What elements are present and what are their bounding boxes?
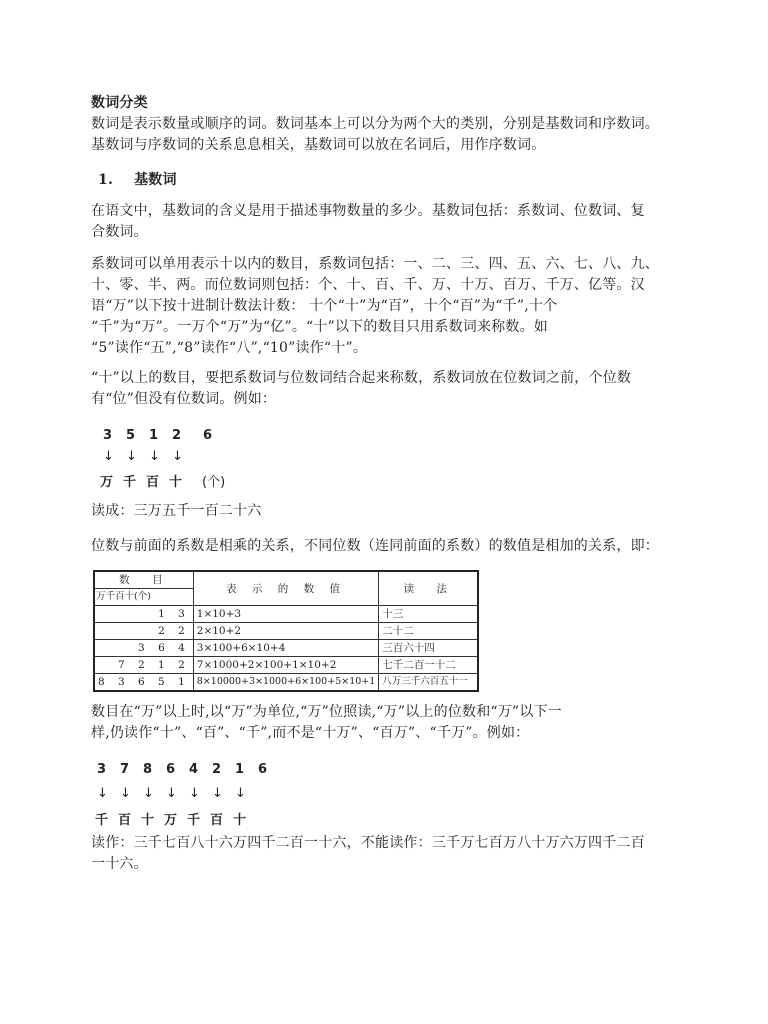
example2-digit: 2 (212, 762, 222, 777)
place-value-table (93, 570, 479, 692)
table-row (94, 640, 478, 657)
above-ten-line: “十”以上的数目，要把系数词与位数词结合起来称数，系数词放在位数词之前，个位数 (91, 370, 632, 386)
example1-digit: 2 (172, 428, 182, 443)
down-arrow-icon: ↓ (120, 786, 131, 801)
row-digits: 2 2 (94, 623, 193, 640)
row-digits: 3 6 4 (94, 640, 193, 657)
row-digits: 1 3 (94, 606, 193, 623)
coefficient-line: 语“万”以下按十进制计数法计数： 十个“十”为“百”，十个“百”为“千”,十个 (91, 298, 558, 314)
example2-digit: 4 (189, 762, 199, 777)
down-arrow-icon: ↓ (212, 786, 223, 801)
row-value: 1×10+3 (193, 606, 379, 623)
example1-unit: 百 (146, 475, 160, 490)
section-number: 1. (98, 172, 114, 188)
example1-digit: 3 (103, 428, 113, 443)
example1-unit: (个) (202, 475, 226, 490)
row-reading: 二十二 (379, 623, 479, 640)
example2-unit: 万 (164, 813, 178, 828)
row-reading: 三百六十四 (379, 640, 479, 657)
row-value: 2×10+2 (193, 623, 379, 640)
definition-line: 合数词。 (91, 224, 148, 240)
relation-paragraph: 位数与前面的系数是相乘的关系，不同位数（连同前面的系数）的数值是相加的关系，即： (91, 538, 659, 554)
example2-unit: 十 (141, 813, 155, 828)
example2-digit: 1 (235, 762, 245, 777)
above-ten-paragraph (91, 368, 691, 410)
definition-paragraph (91, 201, 691, 243)
example1-unit: 千 (123, 475, 137, 490)
example2-digit: 8 (143, 762, 153, 777)
row-reading: 七千二百一十二 (379, 657, 479, 674)
example2-unit: 千 (187, 813, 201, 828)
header-value: 表 示 的 数 值 (193, 571, 379, 606)
example2-digit: 6 (166, 762, 176, 777)
row-value: 3×100+6×10+4 (193, 640, 379, 657)
down-arrow-icon: ↓ (189, 786, 200, 801)
example1-digit: 6 (203, 428, 213, 443)
down-arrow-icon: ↓ (103, 449, 114, 464)
coefficient-line: “5”读作“五”,“8”读作“八”,“10”读作“十”。 (91, 340, 368, 356)
reading2-line: 读作：三千七百八十六万四千二百一十六，不能读作：三千万七百万八十万六万四千二百 (91, 835, 645, 851)
reading2-line: 一十六。 (91, 856, 148, 872)
reading1: 读成：三万五千一百二十六 (91, 503, 262, 519)
header-digits-bottom: 万千百十(个) (94, 589, 193, 606)
coefficient-line: “千”为“万”。一万个“万”为“亿”。“十”以下的数目只用系数词来称数。如 (91, 319, 548, 335)
intro-line: 基数词与序数词的关系息息相关，基数词可以放在名词后，用作序数词。 (91, 137, 546, 153)
page-title: 数词分类 (91, 95, 148, 111)
down-arrow-icon: ↓ (143, 786, 154, 801)
intro-line: 数词是表示数量或顺序的词。数词基本上可以分为两个大的类别，分别是基数词和序数词。 (91, 116, 659, 132)
row-digits: 8 3 6 5 1 (94, 674, 193, 692)
table-row (94, 606, 478, 623)
above-ten-line: 有“位”但没有位数词。例如： (91, 391, 277, 407)
down-arrow-icon: ↓ (97, 786, 108, 801)
header-digits-top: 数 目 (94, 571, 193, 589)
section-title: 基数词 (134, 172, 177, 188)
down-arrow-icon: ↓ (126, 449, 137, 464)
example1-unit: 万 (100, 475, 114, 490)
example2-unit: 百 (118, 813, 132, 828)
example2-unit: 百 (210, 813, 224, 828)
reading2 (91, 833, 691, 875)
example2-unit: 千 (95, 813, 109, 828)
example2-digit: 3 (97, 762, 107, 777)
header-reading: 读 法 (379, 571, 479, 606)
down-arrow-icon: ↓ (166, 786, 177, 801)
example1-unit: 十 (169, 475, 183, 490)
example1-digit: 1 (149, 428, 159, 443)
example2-digit: 7 (120, 762, 130, 777)
table-row (94, 674, 478, 692)
example1-digit: 5 (126, 428, 136, 443)
row-value: 7×1000+2×100+1×10+2 (193, 657, 379, 674)
table-row (94, 623, 478, 640)
row-reading: 十三 (379, 606, 479, 623)
down-arrow-icon: ↓ (149, 449, 160, 464)
row-value: 8×10000+3×1000+6×100+5×10+1 (193, 674, 379, 692)
wan-paragraph (91, 702, 691, 744)
section-heading (98, 170, 698, 191)
intro-paragraph (91, 114, 691, 156)
table-header-row (94, 571, 478, 589)
coefficient-line: 十、零、半、两。而位数词则包括：个、十、百、千、万、十万、百万、千万、亿等。汉 (91, 277, 645, 293)
row-reading: 八万三千六百五十一 (379, 674, 479, 692)
coefficient-line: 系数词可以单用表示十以内的数目，系数词包括：一、二、三、四、五、六、七、八、九、 (91, 256, 659, 272)
down-arrow-icon: ↓ (235, 786, 246, 801)
example2-unit: 十 (233, 813, 247, 828)
table-row (94, 657, 478, 674)
example2-digit: 6 (258, 762, 268, 777)
down-arrow-icon: ↓ (172, 449, 183, 464)
wan-line: 数目在“万”以上时,以“万”为单位,“万”位照读,“万”以上的位数和“万”以下一 (91, 704, 562, 720)
wan-line: 样,仍读作“十”、“百”、“千”,而不是“十万”、“百万”、“千万”。例如： (91, 725, 530, 741)
coefficient-paragraph (91, 254, 691, 359)
definition-line: 在语文中，基数词的含义是用于描述事物数量的多少。基数词包括：系数词、位数词、复 (91, 203, 645, 219)
row-digits: 7 2 1 2 (94, 657, 193, 674)
